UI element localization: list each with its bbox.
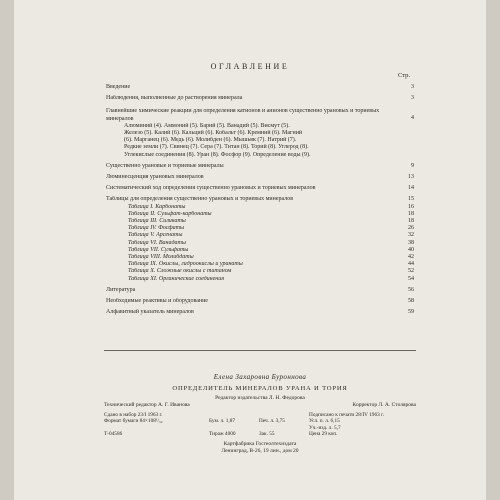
toc-entry-text: Необходимые реактивы и оборудование: [106, 298, 208, 305]
author-name: Елена Захаровна Буроннова: [213, 373, 307, 381]
table-number: III.: [150, 218, 158, 225]
table-name: Силикаты: [159, 218, 186, 225]
toc-entry-text: Литература: [106, 286, 136, 293]
imprint-block: [104, 374, 416, 454]
table-entry[interactable]: [128, 268, 414, 275]
table-name: Сульфат-карбонаты: [157, 210, 212, 217]
table-label: Таблица: [128, 210, 149, 217]
editors-line: [104, 402, 416, 409]
table-number: X.: [150, 268, 156, 275]
table-name: Ванадаты: [158, 239, 186, 246]
table-of-contents: [106, 84, 414, 316]
table-page: 54: [408, 275, 414, 282]
table-number: XI.: [150, 275, 158, 282]
table-page: 18: [408, 210, 414, 217]
toc-entry-page: 14: [408, 185, 414, 192]
toc-entry[interactable]: [106, 84, 414, 91]
table-number: VI.: [150, 239, 158, 246]
print-detail: Цена 29 коп.: [309, 430, 338, 437]
table-name: Арсенаты: [156, 232, 183, 239]
tech-editor: Технический редактор А. Г. Иванова: [104, 402, 190, 408]
table-label: Таблица: [128, 246, 149, 253]
table-label: Таблица: [128, 232, 149, 239]
table-label: Таблица: [128, 218, 149, 225]
book-title: ОПРЕДЕЛИТЕЛЬ МИНЕРАЛОВ УРАНА И ТОРИЯ: [172, 385, 348, 392]
toc-entry-text: Люминесценция урановых минералов: [106, 174, 204, 181]
table-label: Таблица: [128, 239, 149, 246]
print-detail: Печ. л. 3,75: [259, 418, 285, 425]
toc-entry[interactable]: [106, 298, 414, 305]
table-name: Фосфаты: [158, 225, 185, 232]
print-detail: Усл. п. л. 6,15: [309, 418, 340, 425]
table-page: 40: [408, 246, 414, 253]
table-label: Таблица: [128, 254, 149, 261]
toc-entry-page: 15: [408, 196, 414, 203]
publisher-editor: Редактор издательства Л. Н. Федорова: [215, 395, 305, 401]
table-entry[interactable]: [128, 261, 414, 268]
toc-entry[interactable]: [106, 163, 414, 170]
toc-entry[interactable]: [106, 174, 414, 181]
table-number: VIII.: [150, 254, 162, 261]
table-page: 38: [408, 239, 414, 246]
table-number: II.: [150, 210, 156, 217]
table-entry[interactable]: [128, 276, 414, 283]
print-detail: Сдано в набор 23/I 1963 г.: [104, 412, 163, 418]
toc-entry-page: 3: [411, 95, 414, 102]
table-number: VII.: [150, 246, 160, 253]
toc-entry-page: 9: [411, 162, 414, 169]
toc-entry[interactable]: [106, 196, 414, 203]
table-number: IV.: [150, 225, 157, 232]
document-page: [14, 0, 486, 500]
table-label: Таблица: [128, 268, 149, 275]
table-entry[interactable]: [128, 204, 414, 211]
divider: [104, 350, 416, 351]
toc-entry-page: 13: [408, 174, 414, 181]
print-detail: Уч.-изд. л. 5,7: [309, 424, 341, 431]
table-page: 16: [408, 203, 414, 210]
table-name: Органические соединения: [158, 275, 225, 282]
elements-list: [106, 123, 414, 159]
toc-entry-text: Введение: [106, 84, 131, 90]
elements-line: Железо (5). Калий (6). Кальций (6). Кобальт (6). Кремний (6). Магний: [124, 130, 303, 137]
print-detail: Формат бумаги 84×108¹/₃₂: [104, 418, 163, 425]
toc-entry-text: Наблюдения, выполненные до растворения минерала: [106, 95, 243, 102]
table-page: 42: [408, 254, 414, 261]
table-name: Окислы, гидроокислы и уранаты: [158, 261, 243, 268]
table-label: Таблица: [128, 261, 149, 268]
elements-line: Редкие земли (7). Свинец (7). Сера (7). Титан (8). Торий (8). Углерод (8).: [124, 144, 309, 151]
print-details: [104, 412, 416, 437]
toc-entry-text: Систематический ход определения существенно урановых и ториевых минералов: [106, 185, 316, 192]
table-number: V.: [150, 232, 155, 239]
table-entry[interactable]: [128, 254, 414, 261]
toc-entry-page: 56: [408, 286, 414, 293]
table-entry[interactable]: [128, 211, 414, 218]
tables-list: [106, 204, 414, 283]
publisher-info: [104, 441, 416, 454]
print-detail: Т-04586: [104, 430, 123, 437]
table-name: Сульфаты: [160, 246, 189, 253]
toc-entry-text: Существенно урановые и ториевые минералы: [106, 162, 224, 169]
table-name: Карбонаты: [155, 203, 186, 210]
print-detail: Бум. л. 1,87: [209, 418, 236, 425]
toc-entry-text: Алфавитный указатель минералов: [106, 309, 194, 316]
print-detail: Тираж 4000: [209, 430, 236, 437]
toc-entry-text: Главнейшие химические реакции для определения катионов и анионов существенно урановых и ториевых минералов: [106, 108, 380, 122]
table-label: Таблица: [128, 225, 149, 232]
toc-entry[interactable]: [106, 108, 414, 122]
table-entry[interactable]: [128, 232, 414, 239]
corrector: Корректор Л. А. Столярова: [352, 402, 416, 408]
table-number: IX.: [150, 261, 158, 268]
table-label: Таблица: [128, 203, 149, 210]
table-name: Сложные окислы с титаном: [156, 268, 232, 275]
publisher-name: Картфабрика Госгеолтехиздата: [223, 441, 297, 448]
table-number: I.: [150, 203, 154, 210]
table-entry[interactable]: [128, 225, 414, 232]
table-entry[interactable]: [128, 218, 414, 225]
publisher-address: Ленинград, В-26, 19 лин., дом 20: [221, 447, 299, 454]
toc-entry[interactable]: [106, 287, 414, 294]
toc-entry-page: 3: [411, 84, 414, 90]
elements-line: Алюминий (4). Аммоний (5). Барий (5). Ванадий (5). Висмут (5).: [124, 122, 290, 129]
elements-line: (6). Марганец (6). Медь (6). Молибден (6). Мышьяк (7). Натрий (7).: [124, 137, 297, 144]
toc-entry-page: 4: [411, 115, 414, 122]
table-page: 18: [408, 218, 414, 225]
table-name: Молибдаты: [162, 254, 194, 261]
table-entry[interactable]: [128, 247, 414, 254]
elements-line: Углекислые соединения (8). Уран (8). Фосфор (9). Определение воды (9).: [124, 151, 311, 158]
table-page: 44: [408, 261, 414, 268]
toc-entry[interactable]: [106, 185, 414, 192]
toc-entry[interactable]: [106, 95, 414, 102]
table-page: 26: [408, 225, 414, 232]
page-column-header: Стр.: [398, 72, 411, 79]
toc-entry[interactable]: [106, 309, 414, 316]
toc-entry-text: Таблицы для определения существенно урановых и ториевых минералов: [106, 196, 294, 203]
print-detail: Подписано к печати 28/IV 1963 г.: [309, 412, 384, 418]
table-page: 52: [408, 268, 414, 275]
table-page: 32: [408, 232, 414, 239]
toc-entry-page: 59: [408, 309, 414, 316]
table-entry[interactable]: [128, 240, 414, 247]
print-detail: Зак. 55: [259, 430, 275, 437]
table-label: Таблица: [128, 275, 149, 282]
toc-title: ОГЛАВЛЕНИЕ: [210, 62, 290, 71]
toc-entry-page: 58: [408, 298, 414, 305]
